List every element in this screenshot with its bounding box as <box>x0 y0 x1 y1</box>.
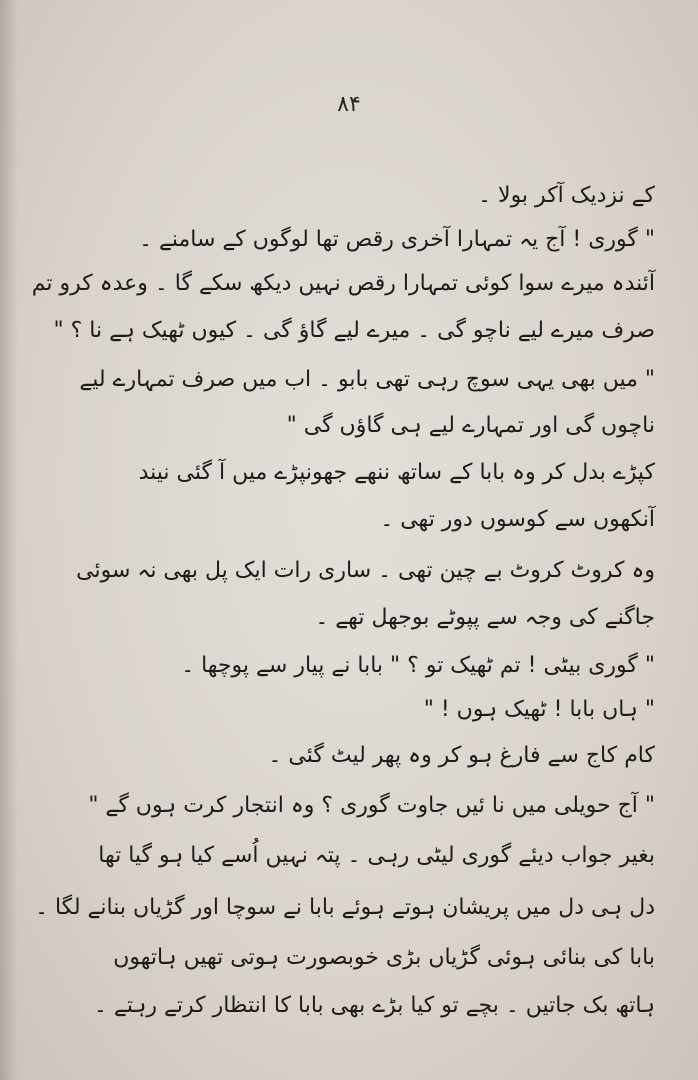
text-line-6: ناچوں گی اور تمہارے لیے ہی گاؤں گی " <box>286 413 655 438</box>
text-line-13: کام کاج سے فارغ ہو کر وہ پھر لیٹ گئی ۔ <box>268 743 655 768</box>
text-line-12: " ہاں بابا ! ٹھیک ہوں ! " <box>423 697 655 722</box>
text-line-17: بابا کی بنائی ہوئی گڑیاں بڑی خوبصورت ہوتی تھیں ہاتھوں <box>113 945 655 970</box>
text-line-4: صرف میرے لیے ناچو گی ۔ میرے لیے گاؤ گی ۔ کیوں ٹھیک ہے نا ؟ " <box>53 318 655 343</box>
text-line-2: " گوری ! آج یہ تمہارا آخری رقص تھا لوگوں کے سامنے ۔ <box>139 227 655 252</box>
text-line-14: " آج حویلی میں نا ئیں جاوت گوری ؟ وہ انتجار کرت ہوں گے " <box>88 793 655 818</box>
text-line-15: بغیر جواب دیئے گوری لیٹی رہی ۔ پتہ نہیں اُسے کیا ہو گیا تھا <box>98 843 655 868</box>
text-line-10: جاگنے کی وجہ سے پپوٹے بوجھل تھے ۔ <box>315 605 655 630</box>
text-line-9: وہ کروٹ کروٹ بے چین تھی ۔ ساری رات ایک پل بھی نہ سوئی <box>76 558 655 583</box>
page-number: ۸۴ <box>337 92 361 117</box>
text-line-16: دل ہی دل میں پریشان ہوتے ہوئے بابا نے سوچا اور گڑیاں بنانے لگا ۔ <box>35 895 655 920</box>
text-line-11: " گوری بیٹی ! تم ٹھیک تو ؟ " بابا نے پیار سے پوچھا ۔ <box>181 653 655 678</box>
text-line-5: " میں بھی یہی سوچ رہی تھی بابو ۔ اب میں صرف تمہارے لیے <box>79 367 655 392</box>
text-line-8: آنکھوں سے کوسوں دور تھی ۔ <box>380 507 655 532</box>
text-line-18: ہاتھ بک جاتیں ۔ بچے تو کیا بڑے بھی بابا کا انتظار کرتے رہتے ۔ <box>94 993 655 1018</box>
text-line-1: کے نزدیک آکر بولا ۔ <box>478 183 655 208</box>
text-line-7: کپڑے بدل کر وہ بابا کے ساتھ ننھے جھونپڑے میں آ گئی نیند <box>138 460 655 485</box>
text-line-3: آئندہ میرے سوا کوئی تمہارا رقص نہیں دیکھ سکے گا ۔ وعدہ کرو تم <box>31 271 655 296</box>
page-edge-shadow <box>0 0 18 1080</box>
